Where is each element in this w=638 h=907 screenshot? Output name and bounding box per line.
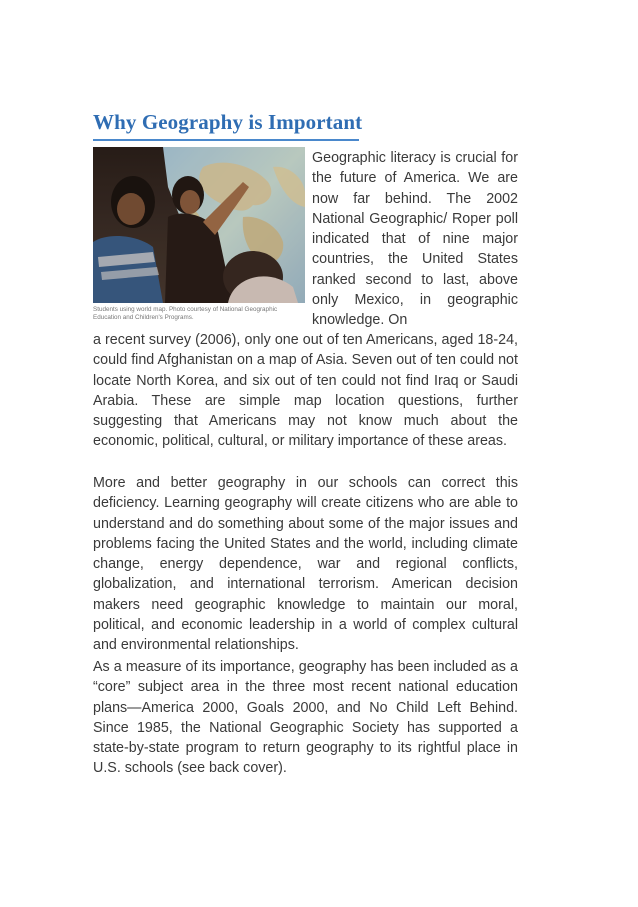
photo-figure [93,147,305,322]
page-title: Why Geography is Important [93,110,363,134]
paragraph-2: More and better geography in our schools can correct this deficiency. Learning geography will create citizens who are able to understand and do something about some of the major issues and problems facing the United States and the world, including climate change, energy dependence, war and regional conflicts, globalization, and international terrorism. American decision makers need geographic knowledge to maintain our moral, political, and economic leadership in a world of complex cultural and environmental relationships. [93,475,518,654]
paragraph-3: As a measure of its importance, geography has been included as a “core” subject area in the three most recent national education plans—America 2000, Goals 2000, and No Child Left Behind. Since 1985, the National Geographic Society has supported a state-by-state program to return geography to its rightful place in U.S. schools (see back cover). [93,659,518,777]
paragraph-1-continued: a recent survey (2006), only one out of ten Americans, aged 18-24, could find Afghanistan on a map of Asia. Seven out of ten could not locate North Korea, and six out of ten could not find Iraq or Saudi Arabia. These are simple map location questions, further suggesting that Americans may not know much about the economic, political, cultural, or military importance of these areas. [93,332,518,450]
paragraph-1-intro: Geographic literacy is crucial for the future of America. We are now far behind. The 2002 National Geographic/ Roper poll indicated that of nine major countries, the United States ranked second to last, above only Mexico, in geographic knowledge. On [312,150,518,329]
title-underline [93,139,359,141]
students-world-map-photo [93,147,305,303]
photo-caption: Students using world map. Photo courtesy of National Geographic Education and Children's Programs. [93,306,278,321]
